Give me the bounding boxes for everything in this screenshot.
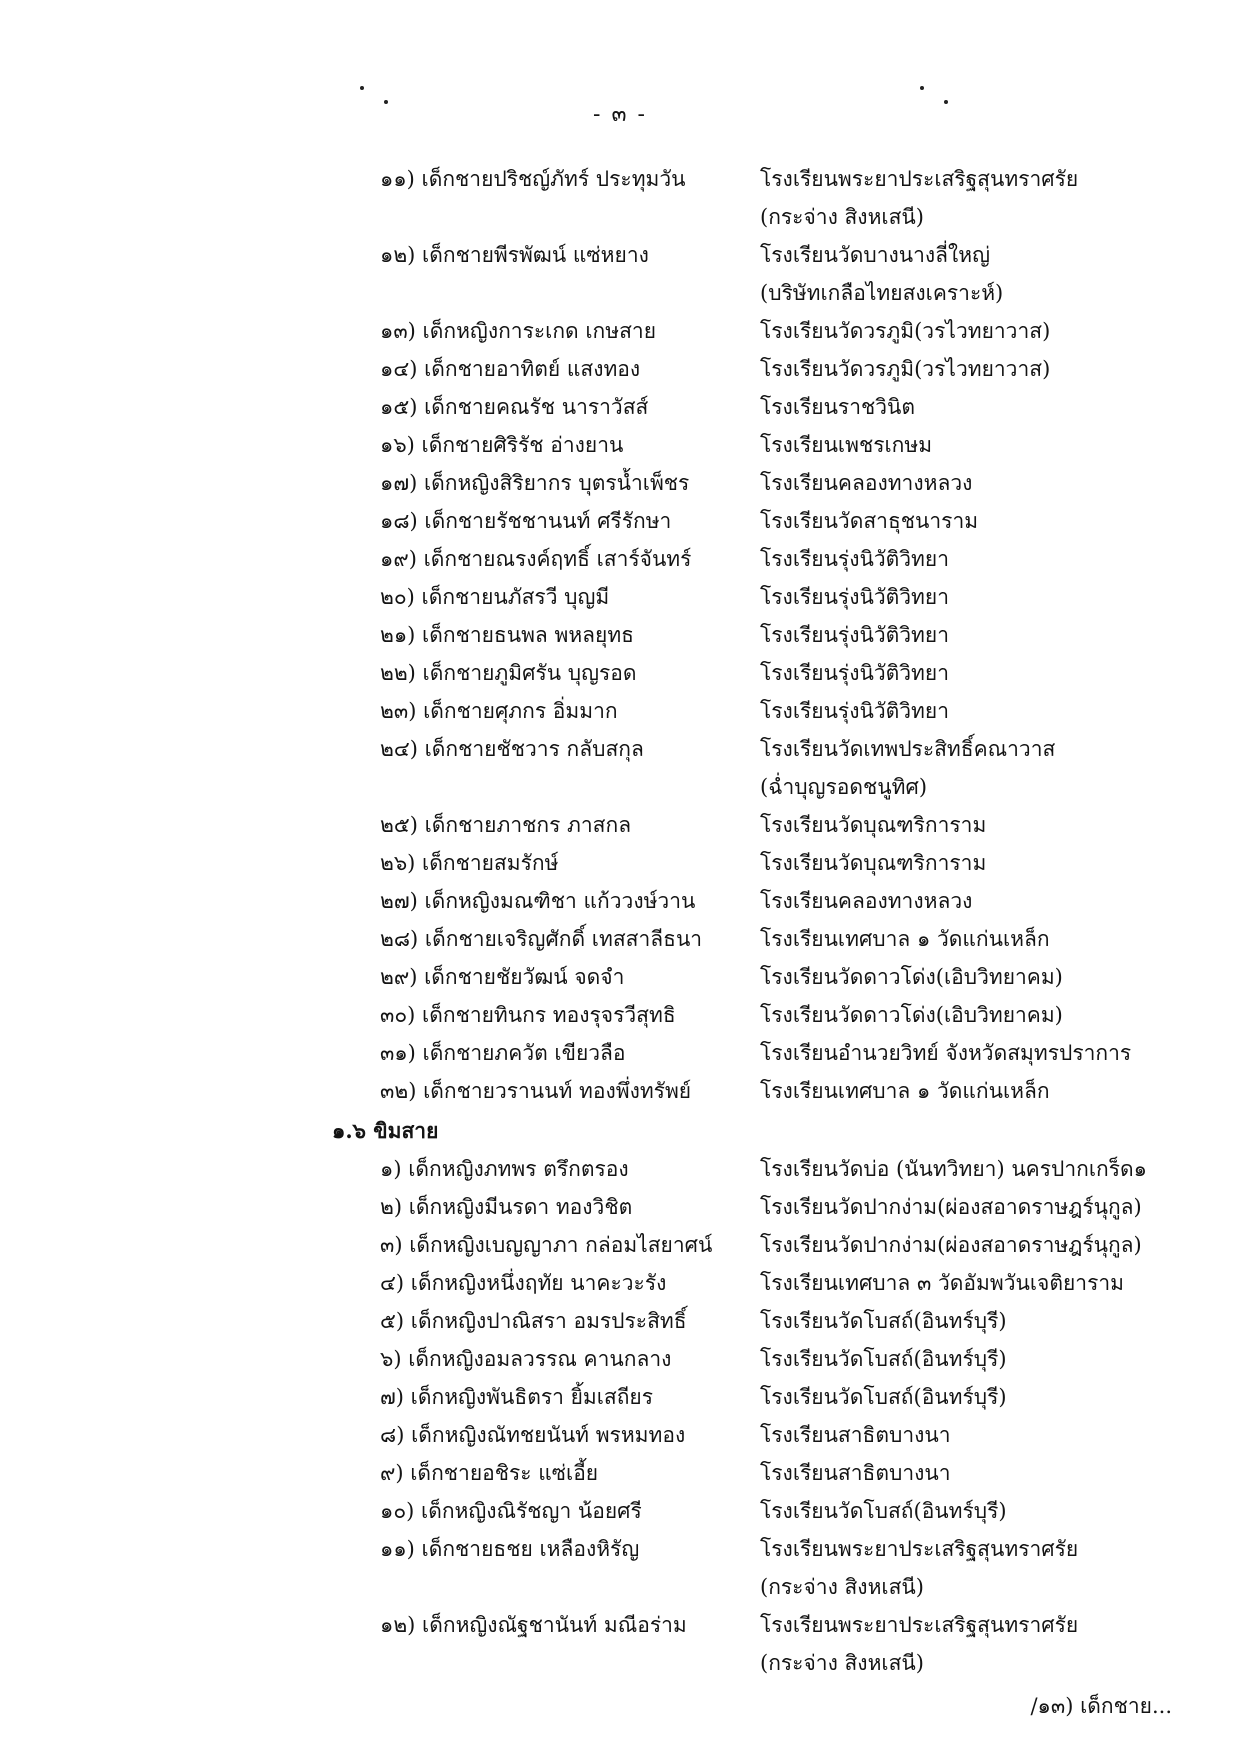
- student-name: ๑๐) เด็กหญิงณิรัชญา น้อยศรี: [380, 1499, 642, 1523]
- school-name: โรงเรียนวัดโบสถ์(อินทร์บุรี): [760, 1309, 1007, 1333]
- school-name: โรงเรียนราชวินิต: [760, 395, 916, 419]
- school-name: โรงเรียนวัดปากง่าม(ผ่องสอาดราษฎร์นุกูล): [760, 1195, 1142, 1219]
- list-item: [336, 730, 1196, 806]
- school-name: โรงเรียนวัดดาวโด่ง(เอิบวิทยาคม): [760, 1003, 1063, 1027]
- school-name: [760, 1606, 1196, 1682]
- school-name: โรงเรียนวัดโบสถ์(อินทร์บุรี): [760, 1499, 1007, 1523]
- student-name: ๒๓) เด็กชายศุภกร อิ่มมาก: [380, 699, 618, 723]
- school-line: โรงเรียนวัดบางนางลี่ใหญ่: [760, 243, 990, 267]
- student-name: ๒๖) เด็กชายสมรักษ์: [380, 851, 559, 875]
- continuation-note: /๑๓) เด็กชาย...: [1030, 1694, 1172, 1718]
- list-item: [336, 1150, 1196, 1188]
- student-name: ๒๑) เด็กชายธนพล พหลยุทธ: [380, 623, 634, 647]
- list-item: [336, 1072, 1196, 1110]
- section-heading: ๑.๖ ขิมสาย: [332, 1118, 439, 1143]
- student-name: ๒๐) เด็กชายนภัสรวี บุญมี: [380, 585, 610, 609]
- document-body: [332, 160, 1196, 1682]
- student-name: ๑๑) เด็กชายปริชญ์ภัทร์ ประทุมวัน: [380, 167, 686, 191]
- school-name: โรงเรียนเพชรเกษม: [760, 433, 933, 457]
- list-item: [336, 844, 1196, 882]
- list-item: [336, 426, 1196, 464]
- student-name: ๑๘) เด็กชายรัชชานนท์ ศรีรักษา: [380, 509, 672, 533]
- list-item: [336, 350, 1196, 388]
- student-name: ๒) เด็กหญิงมีนรดา ทองวิชิต: [380, 1195, 633, 1219]
- school-name: โรงเรียนวัดโบสถ์(อินทร์บุรี): [760, 1347, 1007, 1371]
- student-name: ๖) เด็กหญิงอมลวรรณ คานกลาง: [380, 1347, 672, 1371]
- list-item: [336, 1034, 1196, 1072]
- school-name: โรงเรียนรุ่งนิวัติวิทยา: [760, 547, 949, 571]
- list-item: [336, 616, 1196, 654]
- list-item: [336, 1264, 1196, 1302]
- school-name: โรงเรียนวัดบ่อ (นันทวิทยา) นครปากเกร็ด๑: [760, 1157, 1147, 1181]
- school-name: โรงเรียนวัดวรภูมิ(วรไวทยาวาส): [760, 319, 1051, 343]
- list-item: [336, 882, 1196, 920]
- school-name: โรงเรียนอำนวยวิทย์ จังหวัดสมุทรปราการ: [760, 1041, 1132, 1065]
- list-item: [336, 1188, 1196, 1226]
- school-name: [760, 730, 1196, 806]
- school-name: [760, 160, 1196, 236]
- school-name: โรงเรียนเทศบาล ๑ วัดแก่นเหล็ก: [760, 1079, 1050, 1103]
- page-number: - ๓ -: [593, 102, 647, 127]
- list-item: [336, 502, 1196, 540]
- student-name: ๓) เด็กหญิงเบญญาภา กล่อมไสยาศน์: [380, 1233, 713, 1257]
- list-item: [336, 1530, 1196, 1606]
- list-item: [336, 996, 1196, 1034]
- school-line: โรงเรียนพระยาประเสริฐสุนทราศรัย: [760, 1613, 1079, 1637]
- school-name: โรงเรียนวัดปากง่าม(ผ่องสอาดราษฎร์นุกูล): [760, 1233, 1142, 1257]
- student-name: ๒๕) เด็กชายภาชกร ภาสกล: [380, 813, 632, 837]
- list-item: [336, 1302, 1196, 1340]
- student-name: ๓๐) เด็กชายทินกร ทองรุจรวีสุทธิ: [380, 1003, 676, 1027]
- student-name: ๒๗) เด็กหญิงมณฑิชา แก้ววงษ์วาน: [380, 889, 696, 913]
- school-line-continued: (กระจ่าง สิงหเสนี): [760, 205, 924, 229]
- list-item: [336, 692, 1196, 730]
- school-line: โรงเรียนพระยาประเสริฐสุนทราศรัย: [760, 1537, 1079, 1561]
- school-line-continued: (กระจ่าง สิงหเสนี): [760, 1575, 924, 1599]
- list-item: [336, 236, 1196, 312]
- list-item: [336, 1454, 1196, 1492]
- list-item: [336, 1416, 1196, 1454]
- school-name: โรงเรียนเทศบาล ๑ วัดแก่นเหล็ก: [760, 927, 1050, 951]
- student-name: ๘) เด็กหญิงณัทชยนันท์ พรหมทอง: [380, 1423, 686, 1447]
- student-name: ๑๕) เด็กชายคณรัช นาราวัสส์: [380, 395, 649, 419]
- school-name: โรงเรียนวัดบุณฑริการาม: [760, 851, 987, 875]
- student-name: ๒๔) เด็กชายชัชวาร กลับสกุล: [380, 737, 644, 761]
- entry-list-a: [336, 160, 1196, 1110]
- list-item: [336, 958, 1196, 996]
- list-item: [336, 806, 1196, 844]
- student-name: ๑๖) เด็กชายศิริรัช อ่างยาน: [380, 433, 624, 457]
- student-name: ๑๓) เด็กหญิงการะเกด เกษสาย: [380, 319, 656, 343]
- student-name: ๑๗) เด็กหญิงสิริยากร บุตรน้ำเพ็ชร: [380, 471, 690, 495]
- student-name: ๑๔) เด็กชายอาทิตย์ แสงทอง: [380, 357, 641, 381]
- student-name: ๒๙) เด็กชายชัยวัฒน์ จดจำ: [380, 965, 625, 989]
- list-item: [336, 312, 1196, 350]
- school-line-continued: (กระจ่าง สิงหเสนี): [760, 1651, 924, 1675]
- student-name: ๕) เด็กหญิงปาณิสรา อมรประสิทธิ์: [380, 1309, 687, 1333]
- school-name: โรงเรียนรุ่งนิวัติวิทยา: [760, 661, 949, 685]
- student-name: ๑) เด็กหญิงภทพร ตรึกตรอง: [380, 1157, 629, 1181]
- list-item: [336, 160, 1196, 236]
- school-line-continued: (บริษัทเกลือไทยสงเคราะห์): [760, 281, 1004, 305]
- list-item: [336, 1378, 1196, 1416]
- school-name: โรงเรียนวัดโบสถ์(อินทร์บุรี): [760, 1385, 1007, 1409]
- student-name: ๑๒) เด็กหญิงณัฐชานันท์ มณีอร่าม: [380, 1613, 687, 1637]
- student-name: ๙) เด็กชายอชิระ แซ่เอี้ย: [380, 1461, 599, 1485]
- school-line: โรงเรียนพระยาประเสริฐสุนทราศรัย: [760, 167, 1079, 191]
- scan-speck: [360, 86, 364, 90]
- list-item: [336, 1340, 1196, 1378]
- school-name: โรงเรียนรุ่งนิวัติวิทยา: [760, 585, 949, 609]
- school-name: [760, 236, 1196, 312]
- list-item: [336, 464, 1196, 502]
- school-name: โรงเรียนคลองทางหลวง: [760, 889, 973, 913]
- school-name: โรงเรียนเทศบาล ๓ วัดอัมพวันเจติยาราม: [760, 1271, 1124, 1295]
- student-name: ๗) เด็กหญิงพันธิตรา ยิ้มเสถียร: [380, 1385, 654, 1409]
- school-name: [760, 1530, 1196, 1606]
- school-name: โรงเรียนวัดสาธุชนาราม: [760, 509, 979, 533]
- list-item: [336, 1606, 1196, 1682]
- student-name: ๔) เด็กหญิงหนึ่งฤทัย นาคะวะรัง: [380, 1271, 667, 1295]
- school-line: โรงเรียนวัดเทพประสิทธิ์คณาวาส: [760, 737, 1056, 761]
- list-item: [336, 578, 1196, 616]
- scan-speck: [920, 86, 924, 90]
- student-name: ๑๒) เด็กชายพีรพัฒน์ แซ่หยาง: [380, 243, 649, 267]
- school-name: โรงเรียนรุ่งนิวัติวิทยา: [760, 699, 949, 723]
- list-item: [336, 654, 1196, 692]
- list-item: [336, 1492, 1196, 1530]
- school-line-continued: (ฉ่ำบุญรอดชนูทิศ): [760, 775, 928, 799]
- school-name: โรงเรียนสาธิตบางนา: [760, 1461, 951, 1485]
- student-name: ๑๑) เด็กชายธชย เหลืองหิรัญ: [380, 1537, 640, 1561]
- list-item: [336, 388, 1196, 426]
- entry-list-b: [336, 1150, 1196, 1682]
- school-name: โรงเรียนวัดดาวโด่ง(เอิบวิทยาคม): [760, 965, 1063, 989]
- list-item: [336, 920, 1196, 958]
- student-name: ๑๙) เด็กชายณรงค์ฤทธิ์ เสาร์จันทร์: [380, 547, 692, 571]
- list-item: [336, 1226, 1196, 1264]
- school-name: โรงเรียนสาธิตบางนา: [760, 1423, 951, 1447]
- student-name: ๒๒) เด็กชายภูมิศรัน บุญรอด: [380, 661, 637, 685]
- school-name: โรงเรียนวัดบุณฑริการาม: [760, 813, 987, 837]
- student-name: ๓๑) เด็กชายภควัต เขียวลือ: [380, 1041, 626, 1065]
- school-name: โรงเรียนวัดวรภูมิ(วรไวทยาวาส): [760, 357, 1051, 381]
- school-name: โรงเรียนรุ่งนิวัติวิทยา: [760, 623, 949, 647]
- list-item: [336, 540, 1196, 578]
- student-name: ๒๘) เด็กชายเจริญศักดิ์ เทสสาลีธนา: [380, 927, 703, 951]
- student-name: ๓๒) เด็กชายวรานนท์ ทองพึ่งทรัพย์: [380, 1079, 692, 1103]
- school-name: โรงเรียนคลองทางหลวง: [760, 471, 973, 495]
